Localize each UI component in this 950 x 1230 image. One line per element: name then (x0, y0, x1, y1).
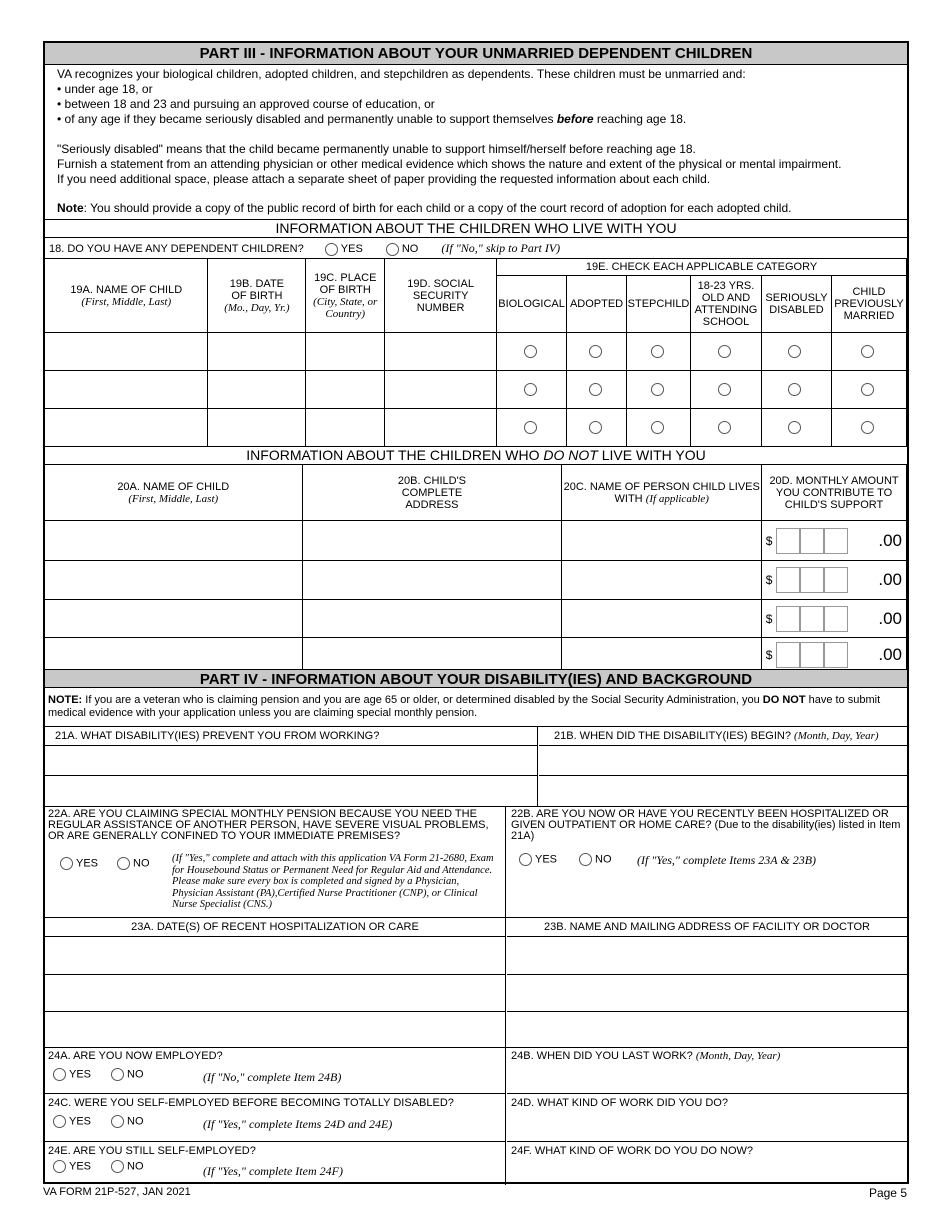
q24a-hint: (If "No," complete Item 24B) (203, 1070, 342, 1084)
h19d: 19D. SOCIAL SECURITY NUMBER (385, 259, 497, 333)
lives-with-input[interactable] (562, 521, 762, 561)
q22a-no[interactable]: NO (117, 857, 150, 870)
q24b-sub: (Month, Day, Year) (695, 1050, 781, 1062)
form-number: VA FORM 21P-527, JAN 2021 (43, 1186, 191, 1198)
q22-block (45, 806, 907, 917)
q22b-no[interactable]: NO (579, 853, 612, 866)
h19e: 19E. CHECK EACH APPLICABLE CATEGORY (497, 259, 907, 276)
child-name-input[interactable] (45, 409, 208, 447)
note-label: Note (57, 201, 84, 215)
child-pob-input[interactable] (306, 333, 385, 371)
q22b-hint: (If "Yes," complete Items 23A & 23B) (637, 853, 817, 867)
child-dob-input[interactable] (208, 409, 306, 447)
address-input[interactable] (302, 600, 562, 638)
q24-block (45, 1047, 907, 1184)
category-radio[interactable] (761, 333, 831, 371)
name-input[interactable] (45, 600, 303, 638)
child-ssn-input[interactable] (385, 409, 497, 447)
q24a-no[interactable]: NO (111, 1068, 144, 1081)
live-with-heading: INFORMATION ABOUT THE CHILDREN WHO LIVE WITH YOU (45, 219, 907, 237)
h20a: 20A. NAME OF CHILD (First, Middle, Last) (45, 465, 303, 521)
q18-no-label: NO (401, 243, 419, 255)
category-radio[interactable] (627, 409, 691, 447)
q18-row (45, 237, 907, 258)
h20d: 20D. MONTHLY AMOUNT YOU CONTRIBUTE TO CHILD'S SUPPORT (762, 465, 907, 521)
q21b-label: 21B. WHEN DID THE DISABILITY(IES) BEGIN? (Month, Day, Year) (554, 730, 879, 742)
q21-block (45, 726, 907, 806)
amount-input[interactable]: $ .00 (762, 521, 907, 561)
q23b-input[interactable] (507, 975, 907, 1012)
para-1: "Seriously disabled" means that the child became permanently unable to support himself/herself before reaching age 18. (57, 142, 696, 156)
intro-text: VA recognizes your biological children, adopted children, and stepchildren as dependents. These children must be unmarried and: (57, 67, 746, 81)
cat-disabled: SERIOUSLY DISABLED (761, 276, 831, 333)
amount-input[interactable]: $ .00 (762, 638, 907, 672)
bullet-3-c: reaching age 18. (593, 112, 687, 126)
q24b-cell[interactable] (507, 1048, 907, 1094)
q24e-hint: (If "Yes," complete Item 24F) (203, 1164, 343, 1178)
category-radio[interactable] (691, 333, 762, 371)
q21a-input[interactable] (45, 745, 537, 776)
q18-yes[interactable] (325, 243, 363, 255)
q24f-cell[interactable] (507, 1142, 907, 1183)
child-name-input[interactable] (45, 371, 208, 409)
child-dob-input[interactable] (208, 333, 306, 371)
address-input[interactable] (302, 561, 562, 600)
child-ssn-input[interactable] (385, 333, 497, 371)
bullet-3-b: before (556, 112, 594, 126)
not-live-with-heading: INFORMATION ABOUT THE CHILDREN WHO DO NOT LIVE WITH YOU (246, 447, 706, 463)
h19c: 19C. PLACE OF BIRTH (City, State, or Country) (306, 259, 385, 333)
q18-yes-label: YES (340, 243, 363, 255)
q24c-label: 24C. WERE YOU SELF-EMPLOYED BEFORE BECOMING TOTALLY DISABLED? (48, 1097, 454, 1109)
q18-hint: (If "No," skip to Part IV) (441, 241, 561, 255)
lives-with-input[interactable] (562, 638, 762, 672)
h20b: 20B. CHILD'S COMPLETE ADDRESS (302, 465, 562, 521)
part4-note: NOTE: If you are a veteran who is claiming pension and you are age 65 or older, or determined disabled by the Social Security Administration, you DO NOT have to submit medical evidence with your application unless you are claiming special monthly pension. (48, 694, 881, 719)
children-not-live-table (44, 464, 907, 672)
child-pob-input[interactable] (306, 371, 385, 409)
category-radio[interactable] (831, 371, 906, 409)
child-name-input[interactable] (45, 333, 208, 371)
q24d-label: 24D. WHAT KIND OF WORK DID YOU DO? (511, 1097, 728, 1109)
q24a-cell (45, 1048, 505, 1094)
table-row (45, 600, 907, 638)
cat-school: 18-23 YRS. OLD AND ATTENDING SCHOOL (691, 276, 762, 333)
q24e-label: 24E. ARE YOU STILL SELF-EMPLOYED? (48, 1145, 256, 1157)
amount-input[interactable]: $ .00 (762, 561, 907, 600)
q22a-hint: (If "Yes," complete and attach with this application VA Form 21-2680, Exam for Housebound Status or Permanent Need for Regular Aid and Attendance. Please make sure every box is completed and signed by a Physician, Physician Assistant (PA),Certified Nurse Practitioner (CNP), or Clinical Nurse Specialist (CNS.) (172, 853, 494, 910)
children-live-with-table (44, 258, 907, 447)
category-radio[interactable] (691, 371, 762, 409)
q23b-label: 23B. NAME AND MAILING ADDRESS OF FACILITY OR DOCTOR (507, 918, 907, 937)
q24c-cell (45, 1094, 505, 1142)
q23a-input[interactable] (45, 1012, 505, 1046)
table-row (45, 561, 907, 600)
amount-input[interactable]: $ .00 (762, 600, 907, 638)
q23-block (45, 917, 907, 1047)
cat-biological: BIOLOGICAL (497, 276, 567, 333)
q22b-label: 22B. ARE YOU NOW OR HAVE YOU RECENTLY BEEN HOSPITALIZED OR GIVEN OUTPATIENT OR HOME CARE? (Due to the disability(ies) listed in Item 21A) (511, 808, 901, 842)
q18-label: 18. DO YOU HAVE ANY DEPENDENT CHILDREN? (49, 243, 304, 255)
name-input[interactable] (45, 521, 303, 561)
q18-no[interactable] (386, 243, 419, 255)
q23a-label: 23A. DATE(S) OF RECENT HOSPITALIZATION OR CARE (45, 918, 505, 937)
child-ssn-input[interactable] (385, 371, 497, 409)
q23b-input[interactable] (507, 937, 907, 975)
category-radio[interactable] (497, 409, 567, 447)
category-radio[interactable] (497, 371, 567, 409)
q24b-label: 24B. WHEN DID YOU LAST WORK? (511, 1050, 696, 1062)
q22b-yes[interactable]: YES (519, 853, 557, 866)
q24c-yes[interactable]: YES (53, 1115, 91, 1128)
bullet-3 (57, 112, 895, 127)
category-radio[interactable] (567, 371, 627, 409)
category-radio[interactable] (497, 333, 567, 371)
form-page (43, 41, 909, 1184)
q24f-label: 24F. WHAT KIND OF WORK DO YOU DO NOW? (511, 1145, 754, 1157)
table-row (45, 371, 907, 409)
cat-stepchild: STEPCHILD (627, 276, 691, 333)
category-radio[interactable] (691, 409, 762, 447)
h20c: 20C. NAME OF PERSON CHILD LIVES WITH (If applicable) (562, 465, 762, 521)
q22a-yes[interactable]: YES (60, 857, 98, 870)
q24c-hint: (If "Yes," complete Items 24D and 24E) (203, 1117, 393, 1131)
part3-instructions (45, 67, 907, 216)
category-radio[interactable] (761, 409, 831, 447)
q22a-label: 22A. ARE YOU CLAIMING SPECIAL MONTHLY PENSION BECAUSE YOU NEED THE REGULAR ASSISTANCE OF ANOTHER PERSON, HAVE SEVERE VISUAL PROBLEMS, OR ARE GENERALLY CONFINED TO YOUR IMMEDIATE PREMISES? (48, 808, 489, 842)
radio-icon[interactable] (325, 243, 338, 256)
para-3: If you need additional space, please attach a separate sheet of paper providing the requested information about each child. (57, 172, 711, 186)
cat-adopted: ADOPTED (567, 276, 627, 333)
category-radio[interactable] (627, 333, 691, 371)
q24a-label: 24A. ARE YOU NOW EMPLOYED? (48, 1050, 223, 1062)
name-input[interactable] (45, 561, 303, 600)
category-radio[interactable] (567, 409, 627, 447)
bullet-1: • under age 18, or (57, 82, 153, 96)
bullet-3-a: • of any age if they became seriously disabled and permanently unable to support themselves (57, 112, 557, 126)
h19b: 19B. DATE OF BIRTH (Mo., Day, Yr.) (208, 259, 306, 333)
part3-title: PART III - INFORMATION ABOUT YOUR UNMARRIED DEPENDENT CHILDREN (45, 43, 907, 65)
category-radio[interactable] (761, 371, 831, 409)
lives-with-input[interactable] (562, 600, 762, 638)
q24c-no[interactable]: NO (111, 1115, 144, 1128)
q23a-input[interactable] (45, 975, 505, 1012)
table-row (45, 521, 907, 561)
radio-icon[interactable] (386, 243, 399, 256)
page-number: Page 5 (868, 1186, 907, 1200)
q24e-yes[interactable]: YES (53, 1160, 91, 1173)
q23b-input[interactable] (507, 1012, 907, 1046)
child-dob-input[interactable] (208, 371, 306, 409)
note-text: : You should provide a copy of the public record of birth for each child or a copy of the court record of adoption for each adopted child. (83, 201, 792, 215)
q23a-input[interactable] (45, 937, 505, 975)
q21b-input[interactable] (539, 745, 907, 776)
para-2: Furnish a statement from an attending physician or other medical evidence which shows the nature and extent of the physical or mental impairment. (57, 157, 842, 171)
q24a-yes[interactable]: YES (53, 1068, 91, 1081)
note (57, 201, 895, 216)
q24d-cell[interactable] (507, 1094, 907, 1142)
q21a-label: 21A. WHAT DISABILITY(IES) PREVENT YOU FROM WORKING? (55, 730, 380, 742)
table-row (45, 333, 907, 371)
lives-with-input[interactable] (562, 561, 762, 600)
h19a: 19A. NAME OF CHILD (First, Middle, Last) (45, 259, 208, 333)
bullet-2: • between 18 and 23 and pursuing an approved course of education, or (57, 97, 435, 111)
cat-married: CHILD PREVIOUSLY MARRIED (831, 276, 906, 333)
child-pob-input[interactable] (306, 409, 385, 447)
address-input[interactable] (302, 638, 562, 672)
category-radio[interactable] (627, 371, 691, 409)
table-row (45, 409, 907, 447)
address-input[interactable] (302, 521, 562, 561)
q24e-no[interactable]: NO (111, 1160, 144, 1173)
category-radio[interactable] (831, 409, 906, 447)
category-radio[interactable] (567, 333, 627, 371)
table-row (45, 638, 907, 672)
name-input[interactable] (45, 638, 303, 672)
q24e-cell (45, 1142, 505, 1183)
part4-title: PART IV - INFORMATION ABOUT YOUR DISABILITY(IES) AND BACKGROUND (45, 669, 907, 688)
category-radio[interactable] (831, 333, 906, 371)
